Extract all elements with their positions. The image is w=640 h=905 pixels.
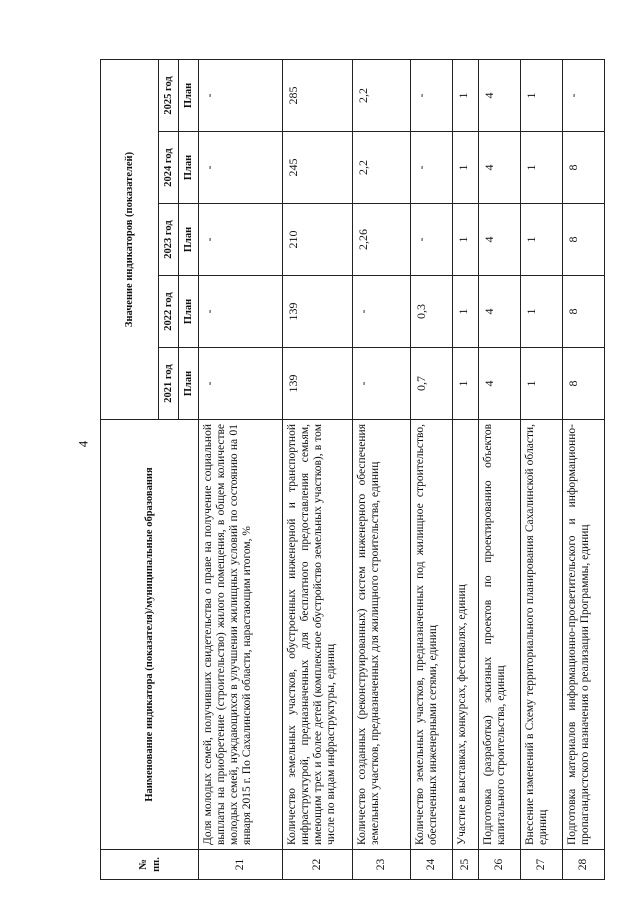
row-number: 26 xyxy=(479,850,521,880)
row-value: 1 xyxy=(453,348,479,420)
row-name: Доля молодых семей, получивших свидетельства о праве на получение социальной выплаты на приобретение (строительство) жилого помещения, в общем количестве молодых семей, нуждающихся в улучшении жилищных условий по состоянию на 01 января 2015 г. По Сахалинской области, нарастающим итогом, % xyxy=(199,420,283,850)
row-value: 1 xyxy=(453,276,479,348)
row-value: - xyxy=(199,132,283,204)
row-value: - xyxy=(353,348,411,420)
row-name: Подготовка материалов информационно-просветительского и информационно-пропагандистского назначения о реализации Программы, единиц xyxy=(563,420,605,850)
row-value: 0,7 xyxy=(411,348,453,420)
row-value: 1 xyxy=(521,59,563,131)
table-row xyxy=(353,59,411,879)
header-plan: План xyxy=(179,59,199,131)
table-row xyxy=(283,59,353,879)
row-value: 1 xyxy=(521,204,563,276)
row-number: 23 xyxy=(353,850,411,880)
row-number: 22 xyxy=(283,850,353,880)
row-value: 2,26 xyxy=(353,204,411,276)
row-value: 1 xyxy=(453,59,479,131)
row-value: 285 xyxy=(283,59,353,131)
row-value: 8 xyxy=(563,204,605,276)
table-row xyxy=(453,59,479,879)
row-value: - xyxy=(411,204,453,276)
header-num: № пп. xyxy=(101,850,199,880)
row-name: Участие в выставках, конкурсах, фестивалях, единиц xyxy=(453,420,479,850)
row-value: 4 xyxy=(479,348,521,420)
table-row xyxy=(563,59,605,879)
row-value: - xyxy=(411,59,453,131)
header-values-group: Значение индикаторов (показателей) xyxy=(101,59,159,419)
row-number: 25 xyxy=(453,850,479,880)
header-year: 2025 год xyxy=(159,59,179,131)
row-value: 1 xyxy=(521,132,563,204)
table-row xyxy=(479,59,521,879)
row-value: 0,3 xyxy=(411,276,453,348)
row-value: 8 xyxy=(563,348,605,420)
table-row xyxy=(199,59,283,879)
row-name: Количество земельных участков, предназначенных под жилищное строительство, обеспеченных инженерными сетями, единиц xyxy=(411,420,453,850)
row-number: 27 xyxy=(521,850,563,880)
row-value: 4 xyxy=(479,276,521,348)
row-number: 28 xyxy=(563,850,605,880)
page-number: 4 xyxy=(75,440,91,448)
header-year: 2023 год xyxy=(159,204,179,276)
header-plan: План xyxy=(179,132,199,204)
row-number: 21 xyxy=(199,850,283,880)
row-value: 4 xyxy=(479,204,521,276)
row-value: 1 xyxy=(453,204,479,276)
row-value: - xyxy=(199,276,283,348)
row-name: Количество земельных участков, обустроенных инженерной и транспортной инфраструктурой, предназначенных для бесплатного предоставления семьям, имеющим трех и более детей (комплексное обустройство земельных участков), в том числе по видам инфраструктуры, единиц xyxy=(283,420,353,850)
row-value: - xyxy=(411,132,453,204)
row-value: 245 xyxy=(283,132,353,204)
row-value: 139 xyxy=(283,348,353,420)
header-year: 2024 год xyxy=(159,132,179,204)
header-year: 2022 год xyxy=(159,276,179,348)
rotated-table-wrapper xyxy=(100,60,610,880)
indicators-table xyxy=(100,59,605,880)
row-value: 8 xyxy=(563,132,605,204)
header-name: Наименование индикатора (показателя)/муниципальные образования xyxy=(101,420,199,850)
row-value: 1 xyxy=(521,348,563,420)
row-value: 2,2 xyxy=(353,132,411,204)
row-value: 8 xyxy=(563,276,605,348)
row-value: 2,2 xyxy=(353,59,411,131)
row-value: - xyxy=(199,348,283,420)
row-name: Количество созданных (реконструированных) систем инженерного обеспечения земельных участков, предназначенных для жилищного строительства, единиц xyxy=(353,420,411,850)
row-value: 1 xyxy=(521,276,563,348)
table-row xyxy=(411,59,453,879)
row-name: Внесение изменений в Схему территориального планирования Сахалинской области, единиц xyxy=(521,420,563,850)
row-value: 210 xyxy=(283,204,353,276)
header-plan: План xyxy=(179,276,199,348)
row-name: Подготовка (разработка) эскизных проектов по проектированию объектов капитального строительства, единиц xyxy=(479,420,521,850)
row-value: - xyxy=(563,59,605,131)
row-value: 1 xyxy=(453,132,479,204)
header-plan: План xyxy=(179,204,199,276)
header-plan: План xyxy=(179,348,199,420)
row-value: - xyxy=(353,276,411,348)
header-year: 2021 год xyxy=(159,348,179,420)
row-value: 4 xyxy=(479,59,521,131)
row-value: 4 xyxy=(479,132,521,204)
row-value: - xyxy=(199,204,283,276)
row-value: 139 xyxy=(283,276,353,348)
row-number: 24 xyxy=(411,850,453,880)
row-value: - xyxy=(199,59,283,131)
table-row xyxy=(521,59,563,879)
